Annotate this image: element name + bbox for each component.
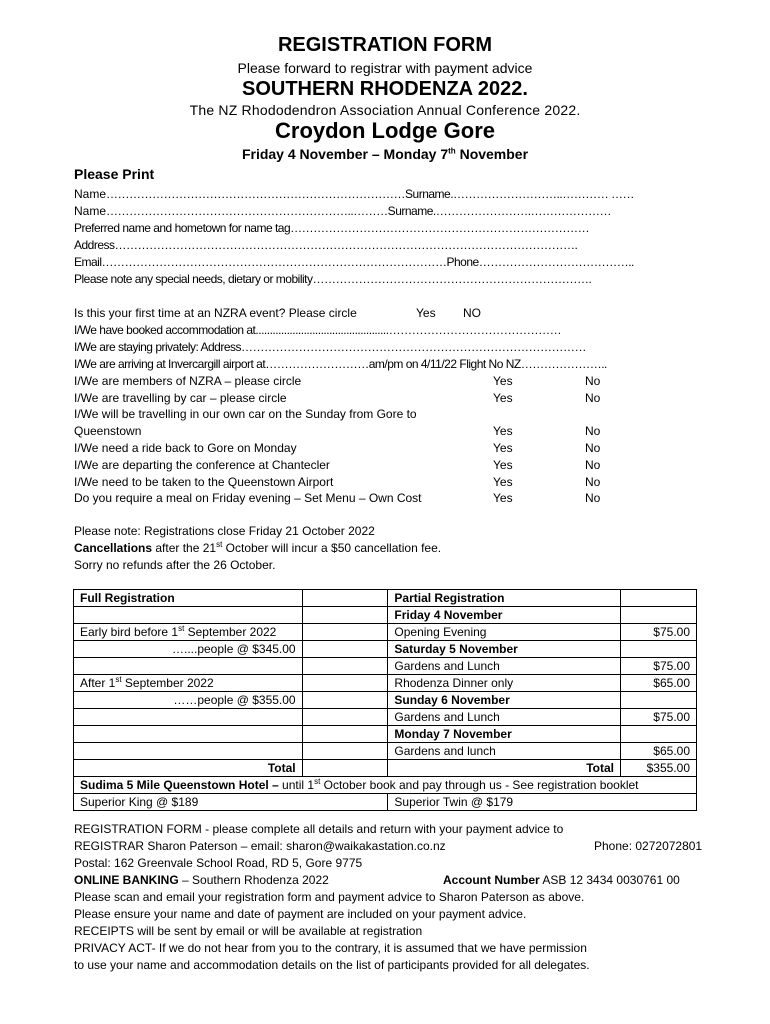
arrival-field[interactable]: I/We are arriving at Invercargill airport at………………………am/pm on 4/11/22 Flight No NZ………………….. xyxy=(74,357,607,371)
option-no[interactable]: No xyxy=(585,441,601,455)
registration-table xyxy=(73,589,697,811)
footer-instructions: REGISTRATION FORM - please complete all details and return with your payment advice to xyxy=(74,822,564,836)
event-title: SOUTHERN RHODENZA 2022. xyxy=(242,78,528,100)
partial-item-label: Gardens and lunch xyxy=(388,743,621,760)
form-subtitle: Please forward to registrar with payment advice xyxy=(237,60,533,76)
staying-privately-field[interactable]: I/We are staying privately: Address……………………………………………………………………………… xyxy=(74,340,587,354)
after-date-people[interactable]: ……people @ $355.00 xyxy=(74,692,303,709)
table-row xyxy=(74,760,697,777)
name-field-2[interactable]: Name………………………………………………………..………Surname.…………………….………………… xyxy=(74,204,612,218)
partial-item-label: Rhodenza Dinner only xyxy=(388,675,621,692)
table-cell[interactable] xyxy=(302,692,388,709)
airport-question: I/We need to be taken to the Queenstown Airport xyxy=(74,475,334,489)
partial-item-price xyxy=(621,641,697,658)
accommodation-field[interactable]: I/We have booked accommodation at...............................................……………………………………… xyxy=(74,323,562,337)
after-date-label: After 1st September 2022 xyxy=(74,675,303,692)
table-row xyxy=(74,641,697,658)
partial-item-label: Saturday 5 November xyxy=(388,641,621,658)
table-row xyxy=(74,675,697,692)
table-row xyxy=(74,726,697,743)
table-cell[interactable] xyxy=(302,658,388,675)
form-title: REGISTRATION FORM xyxy=(277,34,493,56)
partial-item-price: $75.00 xyxy=(621,658,697,675)
option-yes[interactable]: Yes xyxy=(493,441,513,455)
partial-item-label: Monday 7 November xyxy=(388,726,621,743)
table-row xyxy=(74,709,697,726)
own-car-question: I/We will be travelling in our own car on the Sunday from Gore to xyxy=(74,407,417,421)
registrations-close-note: Please note: Registrations close Friday 21 October 2022 xyxy=(74,524,375,538)
option-no[interactable]: No xyxy=(585,424,601,438)
early-bird-label: Early bird before 1st September 2022 xyxy=(74,624,303,641)
table-row xyxy=(74,777,697,794)
registrar-phone: Phone: 0272072801 xyxy=(594,839,703,853)
partial-item-price: $65.00 xyxy=(621,743,697,760)
table-cell xyxy=(74,743,303,760)
partial-item-price xyxy=(621,692,697,709)
full-total-label: Total xyxy=(74,760,303,777)
table-cell xyxy=(74,607,303,624)
partial-item-label: Opening Evening xyxy=(388,624,621,641)
option-yes[interactable]: Yes xyxy=(493,374,513,388)
option-yes[interactable]: Yes xyxy=(493,475,513,489)
partial-registration-header: Partial Registration xyxy=(388,590,621,607)
table-row xyxy=(74,624,697,641)
venue-title: Croydon Lodge Gore xyxy=(275,118,495,143)
table-row xyxy=(74,590,697,607)
table-cell[interactable] xyxy=(621,590,697,607)
address-field[interactable]: Address…………………………………………………………………………………………………………. xyxy=(74,238,578,252)
option-yes[interactable]: Yes xyxy=(493,424,513,438)
option-yes[interactable]: Yes xyxy=(493,458,513,472)
association-line: The NZ Rhododendron Association Annual Conference 2022. xyxy=(189,102,581,118)
hotel-row: Sudima 5 Mile Queenstown Hotel – until 1st October book and pay through us - See registration booklet xyxy=(74,777,697,794)
table-row xyxy=(74,743,697,760)
meal-question: Do you require a meal on Friday evening – Set Menu – Own Cost xyxy=(74,491,422,505)
table-cell xyxy=(74,709,303,726)
receipts-note: RECEIPTS will be sent by email or will be available at registration xyxy=(74,924,423,938)
scan-instructions: Please scan and email your registration form and payment advice to Sharon Paterson as above. xyxy=(74,890,585,904)
partial-item-label: Gardens and Lunch xyxy=(388,709,621,726)
full-total-cell[interactable] xyxy=(302,760,388,777)
option-no[interactable]: No xyxy=(585,374,601,388)
table-row xyxy=(74,692,697,709)
nzra-member-question: I/We are members of NZRA – please circle xyxy=(74,374,302,388)
table-cell[interactable] xyxy=(302,709,388,726)
table-cell[interactable] xyxy=(302,726,388,743)
cancellation-note: Cancellations after the 21st October will incur a $50 cancellation fee. xyxy=(74,540,442,555)
table-cell[interactable] xyxy=(302,624,388,641)
table-cell[interactable] xyxy=(302,675,388,692)
partial-item-price: $75.00 xyxy=(621,624,697,641)
travelling-car-question: I/We are travelling by car – please circle xyxy=(74,391,287,405)
option-yes[interactable]: Yes xyxy=(493,391,513,405)
ride-back-question: I/We need a ride back to Gore on Monday xyxy=(74,441,297,455)
payment-date-note: Please ensure your name and date of payment are included on your payment advice. xyxy=(74,907,527,921)
preferred-name-field[interactable]: Preferred name and hometown for name tag…………………………………………………………………… xyxy=(74,221,590,235)
partial-total-value: $355.00 xyxy=(621,760,697,777)
option-yes[interactable]: Yes xyxy=(493,491,513,505)
partial-item-price xyxy=(621,607,697,624)
table-cell[interactable] xyxy=(302,607,388,624)
partial-total-label: Total xyxy=(388,760,621,777)
table-row xyxy=(74,794,697,811)
partial-item-price: $75.00 xyxy=(621,709,697,726)
table-cell xyxy=(74,658,303,675)
name-field-1[interactable]: Name……………………………………………………………………Surname.………………………..………… …… xyxy=(74,187,635,201)
option-no[interactable]: No xyxy=(585,391,601,405)
superior-king-option[interactable]: Superior King @ $189 xyxy=(74,794,388,811)
table-cell[interactable] xyxy=(302,641,388,658)
partial-item-label: Gardens and Lunch xyxy=(388,658,621,675)
privacy-note: PRIVACY ACT- If we do not hear from you to the contrary, it is assumed that we have permission xyxy=(74,941,587,955)
partial-item-label: Friday 4 November xyxy=(388,607,621,624)
table-row xyxy=(74,607,697,624)
superior-twin-option[interactable]: Superior Twin @ $179 xyxy=(388,794,697,811)
option-no[interactable]: No xyxy=(585,458,601,472)
partial-item-label: Sunday 6 November xyxy=(388,692,621,709)
own-car-question-cont: Queenstown xyxy=(74,424,142,438)
account-number: Account Number ASB 12 3434 0030761 00 xyxy=(443,873,680,887)
special-needs-field[interactable]: Please note any special needs, dietary or mobility………………………………………………………………. xyxy=(74,272,592,286)
postal-address: Postal: 162 Greenvale School Road, RD 5, Gore 9775 xyxy=(74,856,363,870)
table-cell xyxy=(74,726,303,743)
departing-question: I/We are departing the conference at Chantecler xyxy=(74,458,330,472)
table-cell[interactable] xyxy=(302,590,388,607)
event-dates: Friday 4 November – Monday 7th November xyxy=(241,146,529,162)
table-row xyxy=(74,658,697,675)
table-cell[interactable] xyxy=(302,743,388,760)
early-bird-people[interactable]: …....people @ $345.00 xyxy=(74,641,303,658)
registrar-contact: REGISTRAR Sharon Paterson – email: sharon@waikakastation.co.nz xyxy=(74,839,446,853)
full-registration-header: Full Registration xyxy=(74,590,303,607)
refund-note: Sorry no refunds after the 26 October. xyxy=(74,558,276,572)
email-phone-field[interactable]: Email………………………………………………………………………………Phone………………………………….. xyxy=(74,255,634,269)
online-banking: ONLINE BANKING – Southern Rhodenza 2022 xyxy=(74,873,329,887)
first-time-no[interactable]: NO xyxy=(463,306,481,320)
partial-item-price xyxy=(621,726,697,743)
privacy-note-cont: to use your name and accommodation details on the list of participants provided for all delegates. xyxy=(74,958,590,972)
first-time-question: Is this your first time at an NZRA event? Please circle xyxy=(74,306,357,320)
first-time-yes[interactable]: Yes xyxy=(416,306,436,320)
option-no[interactable]: No xyxy=(585,475,601,489)
please-print-heading: Please Print xyxy=(74,166,155,182)
option-no[interactable]: No xyxy=(585,491,601,505)
partial-item-price: $65.00 xyxy=(621,675,697,692)
